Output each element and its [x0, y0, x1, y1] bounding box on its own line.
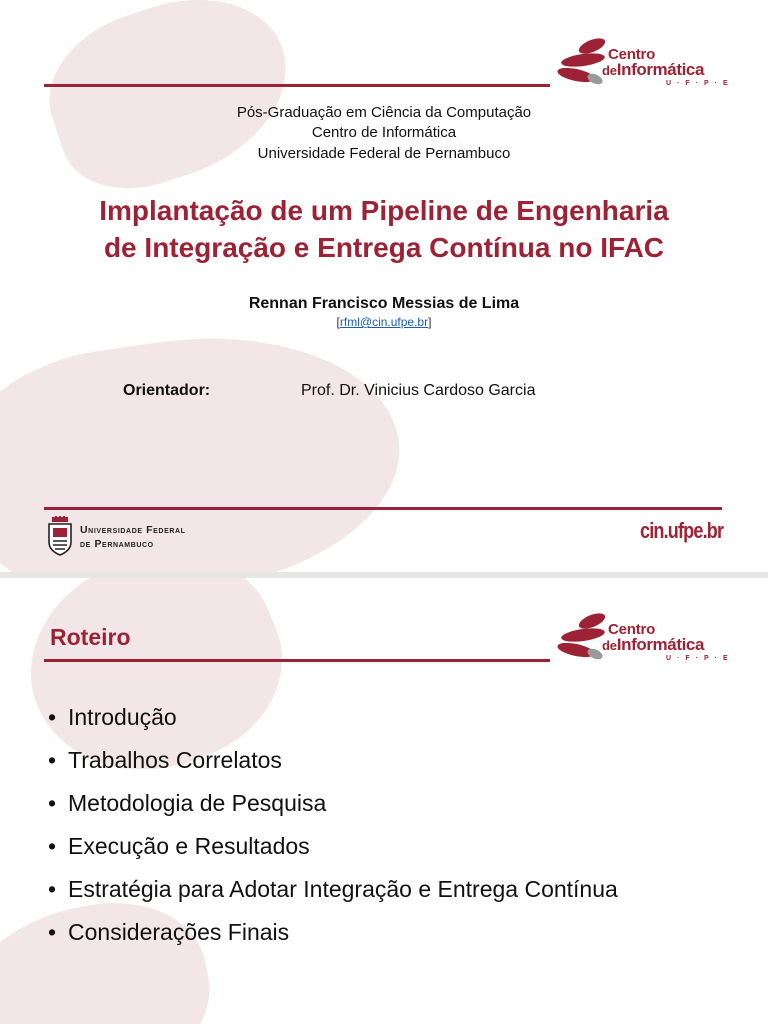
logo-line2-prefix: de: [602, 63, 617, 78]
list-item: [48, 868, 618, 911]
author-name: Rennan Francisco Messias de Lima: [248, 295, 520, 312]
logo-line3: U·F·P·E: [666, 80, 734, 87]
bullet-icon: •: [48, 919, 57, 945]
institution-line: Universidade Federal de Pernambuco: [257, 145, 511, 162]
topic-text: Considerações Finais: [68, 919, 290, 945]
email-link[interactable]: rfml@cin.ufpe.br: [339, 315, 429, 329]
logo-line3: U·F·P·E: [666, 655, 734, 662]
logo-line2-main: Informática: [616, 635, 705, 654]
university-name-line1: Universidade Federal: [80, 524, 186, 536]
list-item: [48, 825, 618, 868]
topic-text: Estratégia para Adotar Integração e Entrega Contínua: [68, 876, 618, 902]
bullet-icon: •: [48, 704, 57, 730]
topic-text: Introdução: [68, 704, 177, 730]
logo-line1: Centro: [608, 46, 656, 63]
advisor-name: Prof. Dr. Vinicius Cardoso Garcia: [301, 382, 536, 399]
header-rule: [44, 84, 550, 87]
topic-text: Metodologia de Pesquisa: [68, 790, 327, 816]
ufpe-crest-icon: [46, 516, 74, 556]
topic-text: Execução e Resultados: [68, 833, 310, 859]
title-line: Implantação de um Pipeline de Engenharia: [99, 195, 669, 226]
bullet-icon: •: [48, 833, 57, 859]
centro-de-informatica-logo: [556, 611, 734, 675]
bullet-icon: •: [48, 790, 57, 816]
footer-rule: [44, 507, 722, 510]
topic-text: Trabalhos Correlatos: [68, 747, 282, 773]
institution-line: Pós-Graduação em Ciência da Computação: [236, 104, 532, 121]
logo-line2-prefix: de: [602, 638, 617, 653]
university-name-line2: de Pernambuco: [80, 538, 154, 550]
list-item: [48, 911, 618, 954]
slide-title: Roteiro: [50, 624, 131, 650]
roteiro-slide: [0, 578, 768, 1024]
logo-line2: [602, 635, 704, 655]
institution-line: Centro de Informática: [311, 124, 457, 141]
list-item: [48, 696, 618, 739]
presentation-title: [40, 192, 728, 266]
author-email: [rfml@cin.ufpe.br]: [336, 315, 432, 329]
centro-de-informatica-logo: [556, 36, 734, 100]
ufpe-logo: [46, 516, 206, 556]
header-rule: [44, 659, 550, 662]
logo-line2-main: Informática: [616, 60, 705, 79]
list-item: [48, 739, 618, 782]
advisor-label: Orientador:: [123, 382, 211, 399]
logo-line2: [602, 60, 704, 80]
site-url: cin.ufpe.br: [640, 518, 724, 543]
title-line: de Integração e Entrega Contínua no IFAC: [103, 232, 665, 263]
topic-list: [48, 696, 618, 954]
list-item: [48, 782, 618, 825]
bullet-icon: •: [48, 876, 57, 902]
bullet-icon: •: [48, 747, 57, 773]
logo-line1: Centro: [608, 621, 656, 638]
